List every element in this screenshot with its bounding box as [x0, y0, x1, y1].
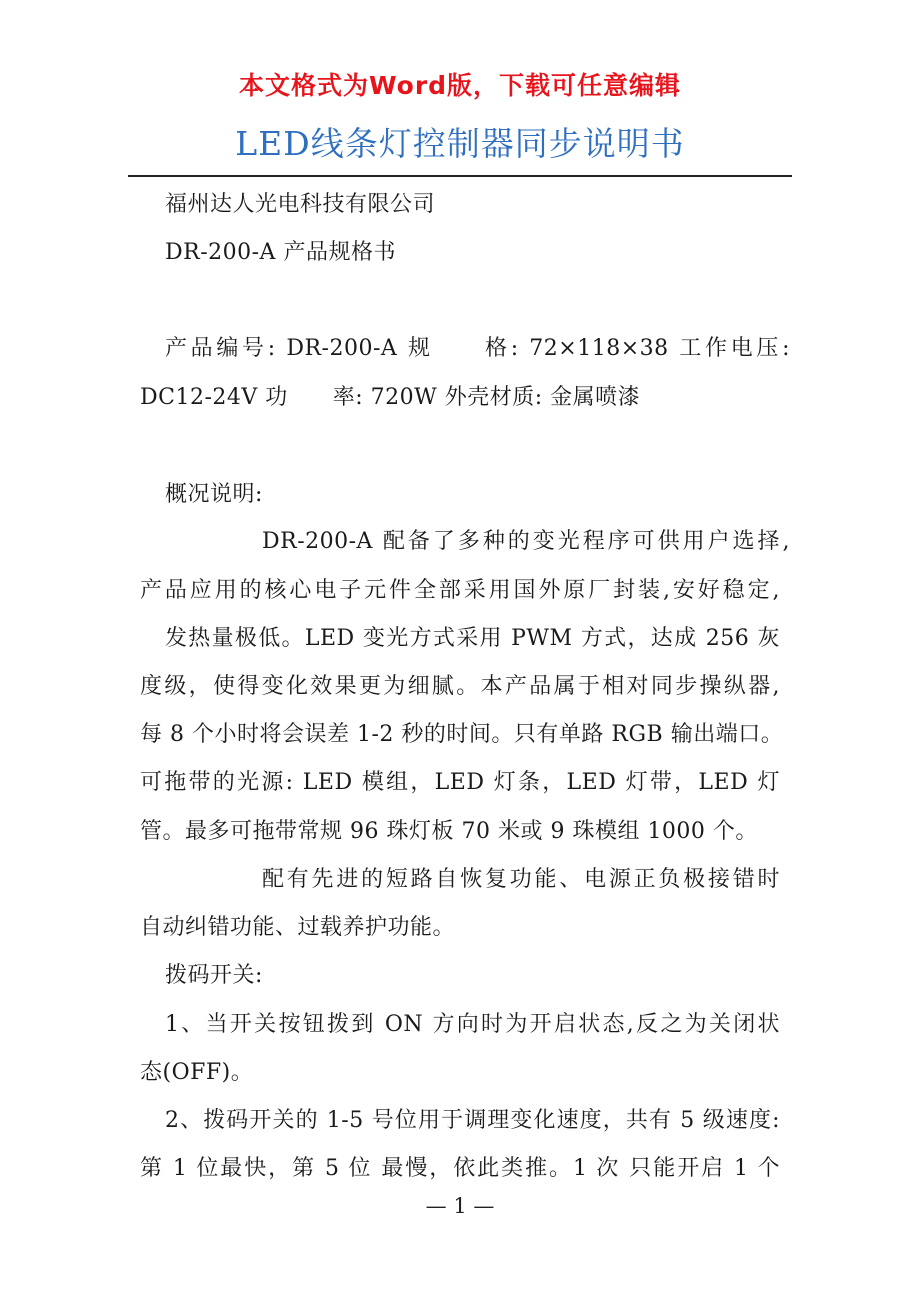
dip-switch-line: 2、拨码开关的 1-5 号位用于调理变化速度，共有 5 级速度:	[165, 1108, 780, 1133]
paragraph-line: 发热量极低。LED 变光方式采用 PWM 方式，达成 256 灰	[165, 626, 780, 651]
spec-line-2: DC12-24V 功 率: 720W 外壳材质: 金属喷漆	[140, 385, 641, 410]
overview-heading: 概况说明:	[165, 482, 263, 507]
page-number: — 1 —	[425, 1194, 495, 1218]
paragraph-line: 管。最多可拖带常规 96 珠灯板 70 米或 9 珠模组 1000 个。	[140, 819, 758, 844]
paragraph-line: 可拖带的光源: LED 模组，LED 灯条，LED 灯带，LED 灯	[140, 770, 780, 795]
paragraph-line: 度级，使得变化效果更为细腻。本产品属于相对同步操纵器,	[140, 674, 780, 699]
company-name: 福州达人光电科技有限公司	[165, 192, 436, 217]
spec-line-1: 产品编号: DR-200-A 规 格: 72×118×38 工作电压:	[165, 336, 790, 361]
dip-switch-heading: 拨码开关:	[165, 963, 263, 988]
spec-sheet-title: DR-200-A 产品规格书	[165, 240, 396, 265]
dip-switch-line: 1、当开关按钮拨到 ON 方向时为开启状态,反之为关闭状	[165, 1012, 780, 1037]
format-banner: 本文格式为Word版，下载可任意编辑	[238, 71, 682, 100]
paragraph-line: 自动纠错功能、过载养护功能。	[140, 915, 456, 940]
paragraph-line: DR-200-A 配备了多种的变光程序可供用户选择,	[262, 529, 790, 554]
dip-switch-line: 态(OFF)。	[140, 1060, 254, 1085]
header-divider	[128, 175, 792, 177]
dip-switch-line: 第 1 位最快，第 5 位 最慢，依此类推。1 次 只能开启 1 个	[140, 1156, 780, 1181]
paragraph-line: 配有先进的短路自恢复功能、电源正负极接错时	[262, 867, 780, 892]
document-title: LED线条灯控制器同步说明书	[235, 124, 685, 163]
paragraph-line: 每 8 个小时将会误差 1-2 秒的时间。只有单路 RGB 输出端口。	[140, 722, 784, 747]
paragraph-line: 产品应用的核心电子元件全部采用国外原厂封装,安好稳定,	[140, 578, 780, 603]
